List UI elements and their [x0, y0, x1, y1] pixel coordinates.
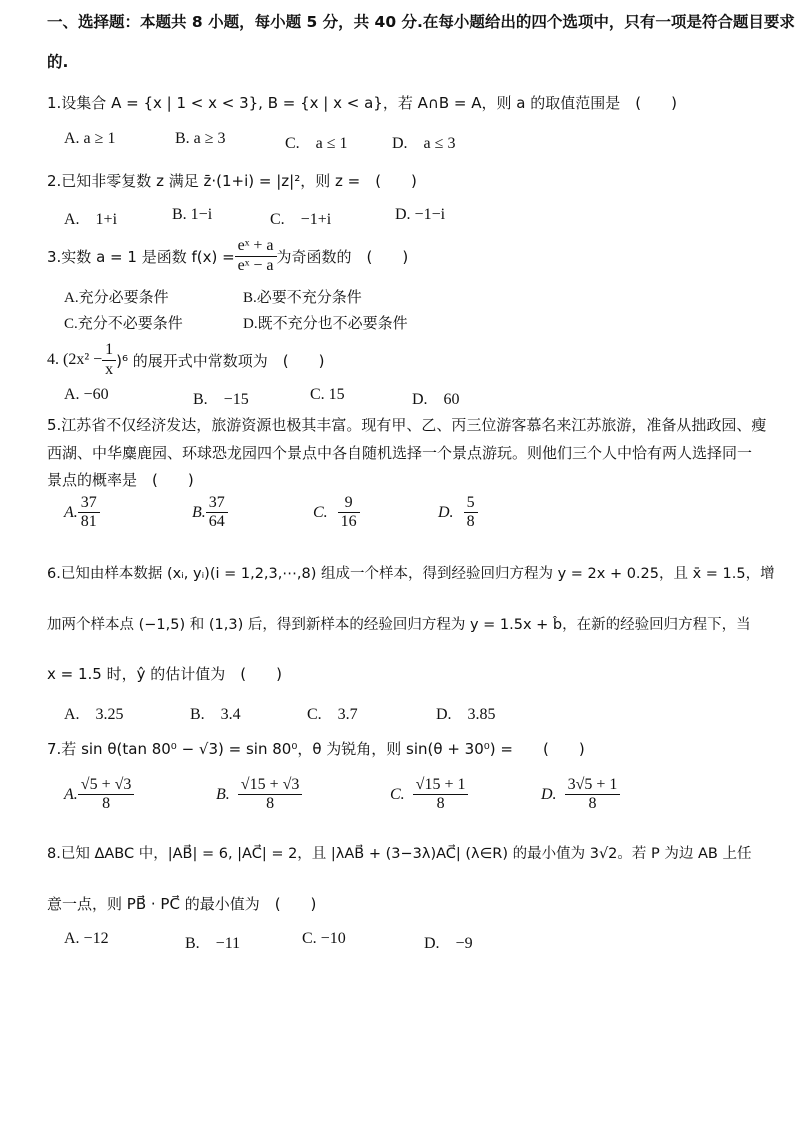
option-c: C. 15: [310, 386, 345, 403]
question-stem-line-1: 6.已知由样本数据 (xᵢ, yᵢ)(i = 1,2,3,⋯,8) 组成一个样本，得到经验回归方程为 y = 2x + 0.25，且 x̄ = 1.5，增: [47, 566, 775, 582]
question-stem: 1.设集合 A = {x | 1 < x < 3}, B = {x | x < a}，若 A∩B = A，则 a 的取值范围是 ( ): [47, 94, 677, 112]
option-c: C. −1+i: [270, 211, 332, 228]
question-stem: 7.若 sin θ(tan 80⁰ − √3) = sin 80⁰，θ 为锐角，则 sin(θ + 30⁰) = ( ): [47, 740, 585, 758]
fraction-numerator: √5 + √3: [78, 776, 135, 795]
option-d: D.既不充分也不必要条件: [243, 316, 408, 332]
question-stem: [47, 338, 325, 382]
fraction: [206, 494, 228, 532]
fraction-numerator: √15 + 1: [413, 776, 469, 795]
option-b: B. 1−i: [172, 206, 213, 223]
option-b: B. −11: [185, 935, 241, 952]
question-stem-line-1: 8.已知 ΔABC 中，|AB⃗| = 6, |AC⃗| = 2，且 |λAB⃗ + (3−3λ)AC⃗| (λ∈R) 的最小值为 3√2。若 P 为边 AB 上任: [47, 846, 752, 862]
option-label: B.: [192, 503, 206, 521]
fraction-numerator: eˣ + a: [235, 237, 277, 256]
fraction-numerator: 37: [206, 494, 228, 513]
option-label: C.: [313, 503, 328, 521]
question-stem-line-1: 5.江苏省不仅经济发达，旅游资源也极其丰富。现有甲、乙、丙三位游客慕名来江苏旅游，准备从拙政园、瘦: [47, 416, 767, 434]
fraction: [565, 776, 621, 814]
option-d: [438, 494, 478, 532]
section-header-line-1: 一、选择题：本题共 8 小题，每小题 5 分，共 40 分.在每小题给出的四个选项中，只有一项是符合题目要求: [47, 13, 795, 31]
option-a: [64, 776, 134, 814]
option-label: B.: [216, 785, 230, 803]
fraction: [102, 341, 116, 379]
fraction-denominator: 81: [80, 513, 97, 531]
option-label: C.: [390, 785, 405, 803]
question-stem: [47, 234, 408, 278]
option-d: D. −1−i: [395, 206, 446, 223]
option-b: B. a ≥ 3: [175, 130, 226, 147]
option-label: A.: [64, 785, 78, 803]
stem-suffix: )⁶ 的展开式中常数项为 ( ): [116, 351, 325, 370]
stem-prefix: 3.实数 a = 1 是函数 f(x) =: [47, 247, 235, 266]
fraction-numerator: 37: [78, 494, 100, 513]
fraction-numerator: 1: [102, 341, 116, 360]
question-stem-line-2: 西湖、中华麋鹿园、环球恐龙园四个景点中各自随机选择一个景点游玩。则他们三个人中恰有两人选择同一: [47, 444, 753, 462]
question-stem-line-2: 意一点，则 PB⃗ · PC⃗ 的最小值为 ( ): [47, 895, 317, 913]
option-b: B.必要不充分条件: [243, 290, 362, 306]
option-d: D. 3.85: [436, 706, 496, 723]
option-a: A. −60: [64, 386, 109, 403]
option-c: [313, 494, 360, 532]
fraction: [464, 494, 478, 532]
fraction-denominator: 8: [436, 795, 445, 813]
question-stem-line-3: 景点的概率是 ( ): [47, 471, 194, 489]
option-label: D.: [541, 785, 557, 803]
fraction-denominator: eˣ − a: [237, 256, 274, 274]
fraction-numerator: √15 + √3: [238, 776, 303, 795]
option-c: C. a ≤ 1: [285, 135, 348, 152]
option-c: C. −10: [302, 930, 346, 947]
fraction-denominator: 8: [102, 795, 111, 813]
question-stem: 2.已知非零复数 z 满足 z̄·(1+i) = |z|²，则 z = ( ): [47, 172, 417, 190]
option-c: [390, 776, 468, 814]
option-label: D.: [438, 503, 454, 521]
question-stem-line-3: x = 1.5 时，ŷ 的估计值为 ( ): [47, 665, 282, 683]
fraction-numerator: 9: [338, 494, 360, 513]
option-a: A. a ≥ 1: [64, 130, 116, 147]
option-b: [216, 776, 302, 814]
option-d: [541, 776, 620, 814]
fraction-denominator: 16: [340, 513, 357, 531]
option-a: A. −12: [64, 930, 109, 947]
fraction-denominator: 64: [208, 513, 225, 531]
section-header-line-2: 的.: [47, 53, 69, 71]
fraction: [78, 494, 100, 532]
option-c: C. 3.7: [307, 706, 358, 723]
option-a: A. 1+i: [64, 211, 118, 228]
option-a: A. 3.25: [64, 706, 124, 723]
fraction: [413, 776, 469, 814]
stem-suffix: 为奇函数的 ( ): [276, 247, 409, 266]
option-b: B. −15: [193, 391, 249, 408]
option-b: B. 3.4: [190, 706, 241, 723]
fraction-denominator: 8: [588, 795, 597, 813]
option-d: D. a ≤ 3: [392, 135, 456, 152]
fraction-numerator: 5: [464, 494, 478, 513]
option-c: C.充分不必要条件: [64, 316, 183, 332]
fraction-denominator: 8: [466, 513, 475, 531]
fraction: [238, 776, 303, 814]
question-stem-line-2: 加两个样本点 (−1,5) 和 (1,3) 后，得到新样本的经验回归方程为 y = 1.5x + b̂，在新的经验回归方程下，当: [47, 617, 751, 633]
option-b: [192, 494, 228, 532]
fraction: [235, 237, 277, 275]
option-d: D. −9: [424, 935, 473, 952]
fraction-numerator: 3√5 + 1: [565, 776, 621, 795]
fraction-denominator: x: [105, 360, 114, 378]
fraction-denominator: 8: [266, 795, 275, 813]
option-label: A.: [64, 503, 78, 521]
stem-prefix: 4. (2x² −: [47, 351, 103, 368]
option-d: D. 60: [412, 391, 460, 408]
fraction: [78, 776, 135, 814]
fraction: [338, 494, 360, 532]
option-a: A.充分必要条件: [64, 290, 169, 306]
option-a: [64, 494, 100, 532]
